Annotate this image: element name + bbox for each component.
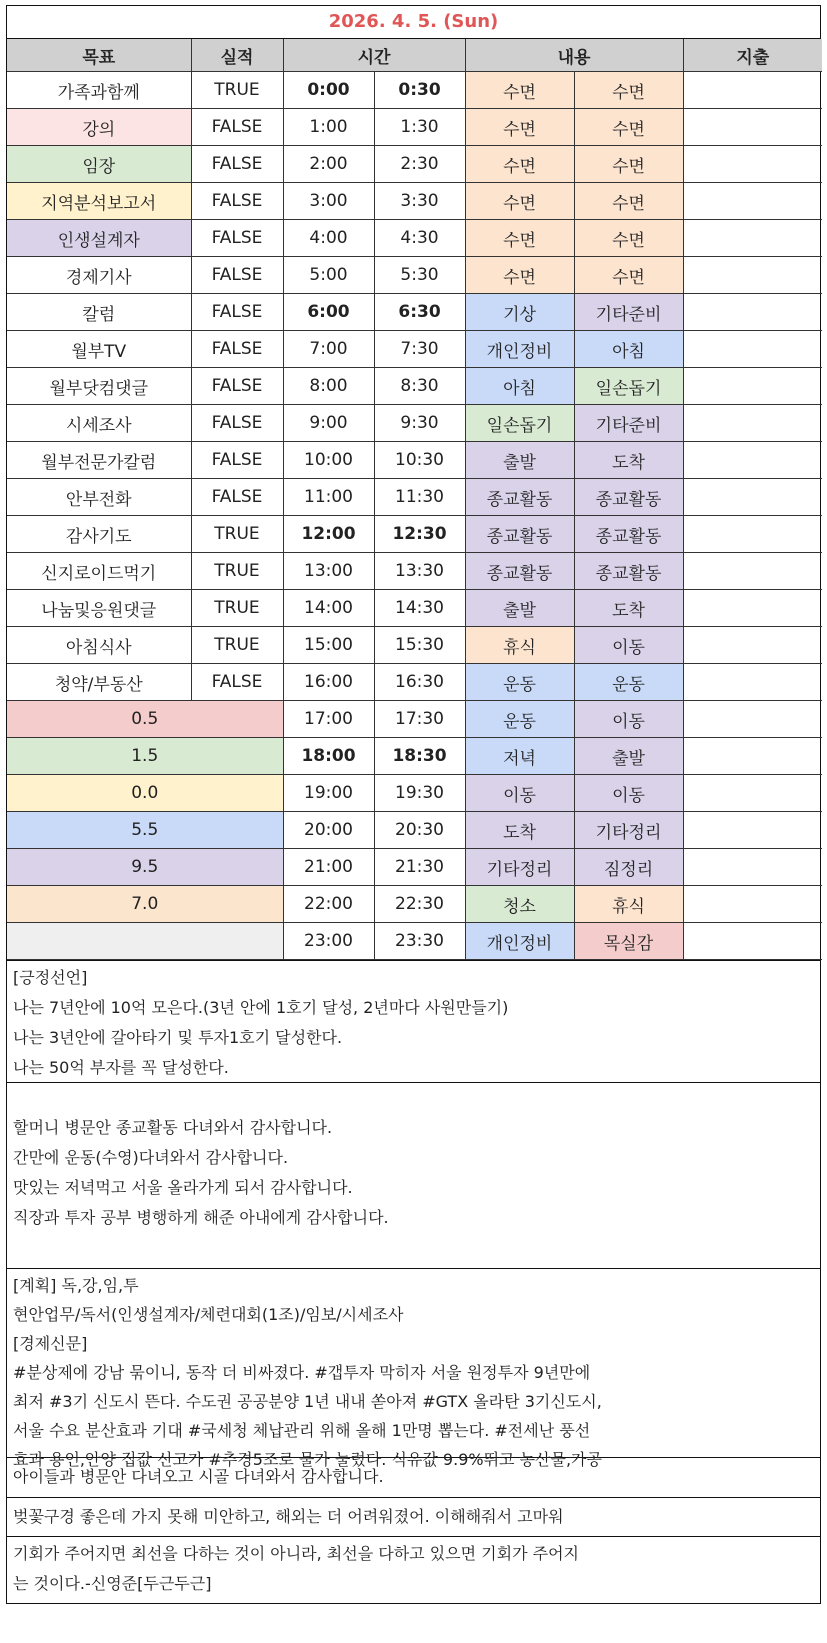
time-half-cell: 19:30	[374, 775, 465, 812]
time-half-cell: 10:30	[374, 442, 465, 479]
time-start-cell: 0:00	[283, 72, 374, 109]
quote-section	[7, 1536, 820, 1603]
time-half-cell: 4:30	[374, 220, 465, 257]
schedule-row	[7, 738, 822, 775]
schedule-row	[7, 553, 822, 590]
declaration-line: 나는 50억 부자를 꼭 달성한다.	[13, 1058, 229, 1077]
news-line: 효과 용인,안양 집값 신고가 #추경5조로 물가 눌렀다. 식유값 9.9%뛰고 농산물,가공	[13, 1450, 602, 1469]
activity-cell: 일손돕기	[574, 368, 683, 405]
note-text: 벚꽃구경 좋은데 가지 못해 미안하고, 해외는 더 어려워졌어. 이해해줘서 고마워	[13, 1507, 564, 1526]
schedule-row	[7, 849, 822, 886]
schedule-table	[7, 39, 822, 960]
time-half-cell: 0:30	[374, 72, 465, 109]
schedule-row	[7, 701, 822, 738]
time-start-cell: 16:00	[283, 664, 374, 701]
time-start-cell: 3:00	[283, 183, 374, 220]
activity-cell: 휴식	[465, 627, 574, 664]
activity-cell: 수면	[465, 109, 574, 146]
expense-cell	[683, 627, 822, 664]
goal-cell: 월부닷컴댓글	[7, 368, 191, 405]
result-cell: FALSE	[191, 257, 283, 294]
header-goal: 목표	[7, 39, 191, 72]
time-start-cell: 20:00	[283, 812, 374, 849]
plan-section	[7, 1268, 820, 1469]
time-start-cell: 11:00	[283, 479, 374, 516]
news-title: [경제신문]	[13, 1334, 88, 1353]
result-cell: FALSE	[191, 331, 283, 368]
activity-cell: 출발	[465, 442, 574, 479]
schedule-row	[7, 220, 822, 257]
schedule-row	[7, 886, 822, 923]
quote-line: 기회가 주어지면 최선을 다하는 것이 아니라, 최선을 다하고 있으면 기회가 주어지	[13, 1544, 579, 1563]
activity-cell: 수면	[574, 257, 683, 294]
expense-cell	[683, 775, 822, 812]
time-half-cell: 6:30	[374, 294, 465, 331]
activity-cell: 개인정비	[465, 331, 574, 368]
expense-cell	[683, 812, 822, 849]
expense-cell	[683, 183, 822, 220]
time-start-cell: 10:00	[283, 442, 374, 479]
expense-cell	[683, 220, 822, 257]
activity-cell: 종교활동	[465, 516, 574, 553]
header-expense: 지출	[683, 39, 822, 72]
goal-cell: 아침식사	[7, 627, 191, 664]
goal-cell: 감사기도	[7, 516, 191, 553]
summary-cell: 1.5	[7, 738, 283, 775]
time-half-cell: 17:30	[374, 701, 465, 738]
time-start-cell: 9:00	[283, 405, 374, 442]
goal-cell: 월부TV	[7, 331, 191, 368]
time-half-cell: 20:30	[374, 812, 465, 849]
goal-cell: 가족과함께	[7, 72, 191, 109]
expense-cell	[683, 146, 822, 183]
activity-cell: 수면	[465, 146, 574, 183]
activity-cell: 짐정리	[574, 849, 683, 886]
expense-cell	[683, 738, 822, 775]
expense-cell	[683, 331, 822, 368]
expense-cell	[683, 701, 822, 738]
schedule-row	[7, 331, 822, 368]
time-half-cell: 21:30	[374, 849, 465, 886]
expense-cell	[683, 664, 822, 701]
expense-cell	[683, 257, 822, 294]
summary-cell: 5.5	[7, 812, 283, 849]
goal-cell: 지역분석보고서	[7, 183, 191, 220]
activity-cell: 수면	[465, 257, 574, 294]
expense-cell	[683, 479, 822, 516]
time-half-cell: 5:30	[374, 257, 465, 294]
activity-cell: 수면	[574, 220, 683, 257]
quote-line: 는 것이다.-신영준[두근두근]	[13, 1574, 212, 1593]
activity-cell: 목실감	[574, 923, 683, 960]
table-header-row	[7, 39, 822, 72]
plan-title: [계획] 독,강,임,투	[13, 1276, 139, 1295]
schedule-row	[7, 923, 822, 960]
activity-cell: 일손돕기	[465, 405, 574, 442]
result-cell: FALSE	[191, 146, 283, 183]
result-cell: FALSE	[191, 109, 283, 146]
schedule-row	[7, 146, 822, 183]
activity-cell: 수면	[574, 109, 683, 146]
expense-cell	[683, 109, 822, 146]
time-half-cell: 23:30	[374, 923, 465, 960]
schedule-row	[7, 72, 822, 109]
activity-cell: 종교활동	[574, 553, 683, 590]
time-start-cell: 6:00	[283, 294, 374, 331]
result-cell: TRUE	[191, 516, 283, 553]
activity-cell: 기상	[465, 294, 574, 331]
gratitude-line: 간만에 운동(수영)다녀와서 감사합니다.	[13, 1148, 289, 1167]
time-start-cell: 7:00	[283, 331, 374, 368]
activity-cell: 이동	[465, 775, 574, 812]
time-start-cell: 19:00	[283, 775, 374, 812]
time-start-cell: 17:00	[283, 701, 374, 738]
activity-cell: 출발	[465, 590, 574, 627]
positive-declaration-section	[7, 960, 820, 1082]
time-start-cell: 12:00	[283, 516, 374, 553]
goal-cell: 청약/부동산	[7, 664, 191, 701]
schedule-row	[7, 257, 822, 294]
time-half-cell: 22:30	[374, 886, 465, 923]
summary-cell: 0.5	[7, 701, 283, 738]
summary-cell: 9.5	[7, 849, 283, 886]
declaration-line: 나는 3년안에 갈아타기 및 투자1호기 달성한다.	[13, 1028, 343, 1047]
schedule-row	[7, 775, 822, 812]
activity-cell: 기타준비	[574, 294, 683, 331]
time-start-cell: 22:00	[283, 886, 374, 923]
time-start-cell: 8:00	[283, 368, 374, 405]
schedule-row	[7, 516, 822, 553]
result-cell: FALSE	[191, 220, 283, 257]
result-cell: FALSE	[191, 479, 283, 516]
news-line: #분상제에 강남 묶이니, 동작 더 비싸졌다. #갭투자 막히자 서울 원정투자 9년만에	[13, 1363, 591, 1382]
time-half-cell: 9:30	[374, 405, 465, 442]
summary-cell: 0.0	[7, 775, 283, 812]
expense-cell	[683, 405, 822, 442]
time-half-cell: 12:30	[374, 516, 465, 553]
time-start-cell: 2:00	[283, 146, 374, 183]
note-text: 아이들과 병문안 다녀오고 시골 다녀와서 감사합니다.	[13, 1467, 384, 1486]
result-cell: FALSE	[191, 405, 283, 442]
activity-cell: 도착	[465, 812, 574, 849]
time-start-cell: 21:00	[283, 849, 374, 886]
activity-cell: 도착	[574, 442, 683, 479]
goal-cell: 월부전문가칼럼	[7, 442, 191, 479]
time-start-cell: 14:00	[283, 590, 374, 627]
time-start-cell: 23:00	[283, 923, 374, 960]
declaration-title: [긍정선언]	[13, 968, 88, 987]
time-half-cell: 8:30	[374, 368, 465, 405]
result-cell: FALSE	[191, 442, 283, 479]
activity-cell: 이동	[574, 627, 683, 664]
time-half-cell: 1:30	[374, 109, 465, 146]
time-half-cell: 2:30	[374, 146, 465, 183]
activity-cell: 종교활동	[574, 516, 683, 553]
gratitude-line: 할머니 병문안 종교활동 다녀와서 감사합니다.	[13, 1118, 333, 1137]
expense-cell	[683, 368, 822, 405]
expense-cell	[683, 516, 822, 553]
schedule-row	[7, 479, 822, 516]
goal-cell: 인생설계자	[7, 220, 191, 257]
expense-cell	[683, 72, 822, 109]
goal-cell: 시세조사	[7, 405, 191, 442]
schedule-row	[7, 405, 822, 442]
activity-cell: 아침	[465, 368, 574, 405]
time-half-cell: 14:30	[374, 590, 465, 627]
goal-cell: 나눔및응원댓글	[7, 590, 191, 627]
activity-cell: 수면	[574, 72, 683, 109]
schedule-row	[7, 368, 822, 405]
gratitude-line: 직장과 투자 공부 병행하게 해준 아내에게 감사합니다.	[13, 1208, 389, 1227]
gratitude-line: 맛있는 저녁먹고 서울 올라가게 되서 감사합니다.	[13, 1178, 353, 1197]
schedule-row	[7, 183, 822, 220]
activity-cell: 수면	[465, 72, 574, 109]
expense-cell	[683, 553, 822, 590]
activity-cell: 저녁	[465, 738, 574, 775]
activity-cell: 휴식	[574, 886, 683, 923]
result-cell: FALSE	[191, 294, 283, 331]
result-cell: TRUE	[191, 590, 283, 627]
goal-cell: 칼럼	[7, 294, 191, 331]
activity-cell: 운동	[465, 664, 574, 701]
news-line: 최저 #3기 신도시 뜬다. 수도권 공공분양 1년 내내 쏟아져 #GTX 올라탄 3기신도시,	[13, 1392, 602, 1411]
note-section-2	[7, 1497, 820, 1536]
expense-cell	[683, 294, 822, 331]
schedule-row	[7, 109, 822, 146]
time-half-cell: 18:30	[374, 738, 465, 775]
activity-cell: 기타정리	[465, 849, 574, 886]
schedule-row	[7, 590, 822, 627]
activity-cell: 종교활동	[465, 553, 574, 590]
time-start-cell: 5:00	[283, 257, 374, 294]
activity-cell: 기타정리	[574, 812, 683, 849]
expense-cell	[683, 442, 822, 479]
activity-cell: 도착	[574, 590, 683, 627]
declaration-line: 나는 7년안에 10억 모은다.(3년 안에 1호기 달성, 2년마다 사원만들기)	[13, 998, 509, 1017]
activity-cell: 운동	[465, 701, 574, 738]
activity-cell: 수면	[574, 146, 683, 183]
daily-planner-sheet	[6, 5, 821, 1604]
goal-cell: 신지로이드먹기	[7, 553, 191, 590]
summary-cell: 7.0	[7, 886, 283, 923]
expense-cell	[683, 590, 822, 627]
activity-cell: 수면	[465, 183, 574, 220]
time-start-cell: 13:00	[283, 553, 374, 590]
header-time: 시간	[283, 39, 465, 72]
activity-cell: 종교활동	[465, 479, 574, 516]
time-half-cell: 7:30	[374, 331, 465, 368]
time-start-cell: 4:00	[283, 220, 374, 257]
activity-cell: 종교활동	[574, 479, 683, 516]
date-header: 2026. 4. 5. (Sun)	[7, 6, 820, 39]
summary-cell	[7, 923, 283, 960]
result-cell: FALSE	[191, 368, 283, 405]
header-result: 실적	[191, 39, 283, 72]
activity-cell: 이동	[574, 775, 683, 812]
result-cell: FALSE	[191, 664, 283, 701]
result-cell: TRUE	[191, 553, 283, 590]
expense-cell	[683, 849, 822, 886]
time-half-cell: 13:30	[374, 553, 465, 590]
plan-line: 현안업무/독서(인생설계자/체련대회(1조)/임보/시세조사	[13, 1305, 404, 1324]
activity-cell: 출발	[574, 738, 683, 775]
result-cell: TRUE	[191, 627, 283, 664]
time-half-cell: 3:30	[374, 183, 465, 220]
schedule-row	[7, 812, 822, 849]
activity-cell: 운동	[574, 664, 683, 701]
expense-cell	[683, 923, 822, 960]
activity-cell: 개인정비	[465, 923, 574, 960]
goal-cell: 경제기사	[7, 257, 191, 294]
time-start-cell: 15:00	[283, 627, 374, 664]
result-cell: FALSE	[191, 183, 283, 220]
activity-cell: 청소	[465, 886, 574, 923]
time-start-cell: 1:00	[283, 109, 374, 146]
schedule-row	[7, 294, 822, 331]
activity-cell: 아침	[574, 331, 683, 368]
activity-cell: 이동	[574, 701, 683, 738]
goal-cell: 강의	[7, 109, 191, 146]
activity-cell: 수면	[574, 183, 683, 220]
schedule-row	[7, 442, 822, 479]
gratitude-section	[7, 1082, 820, 1268]
time-half-cell: 16:30	[374, 664, 465, 701]
time-half-cell: 15:30	[374, 627, 465, 664]
schedule-row	[7, 627, 822, 664]
goal-cell: 안부전화	[7, 479, 191, 516]
schedule-row	[7, 664, 822, 701]
result-cell: TRUE	[191, 72, 283, 109]
expense-cell	[683, 886, 822, 923]
goal-cell: 임장	[7, 146, 191, 183]
activity-cell: 수면	[465, 220, 574, 257]
time-half-cell: 11:30	[374, 479, 465, 516]
time-start-cell: 18:00	[283, 738, 374, 775]
activity-cell: 기타준비	[574, 405, 683, 442]
news-line: 서울 수요 분산효과 기대 #국세청 체납관리 위해 올해 1만명 뽑는다. #전세난 풍선	[13, 1421, 591, 1440]
header-content: 내용	[465, 39, 683, 72]
